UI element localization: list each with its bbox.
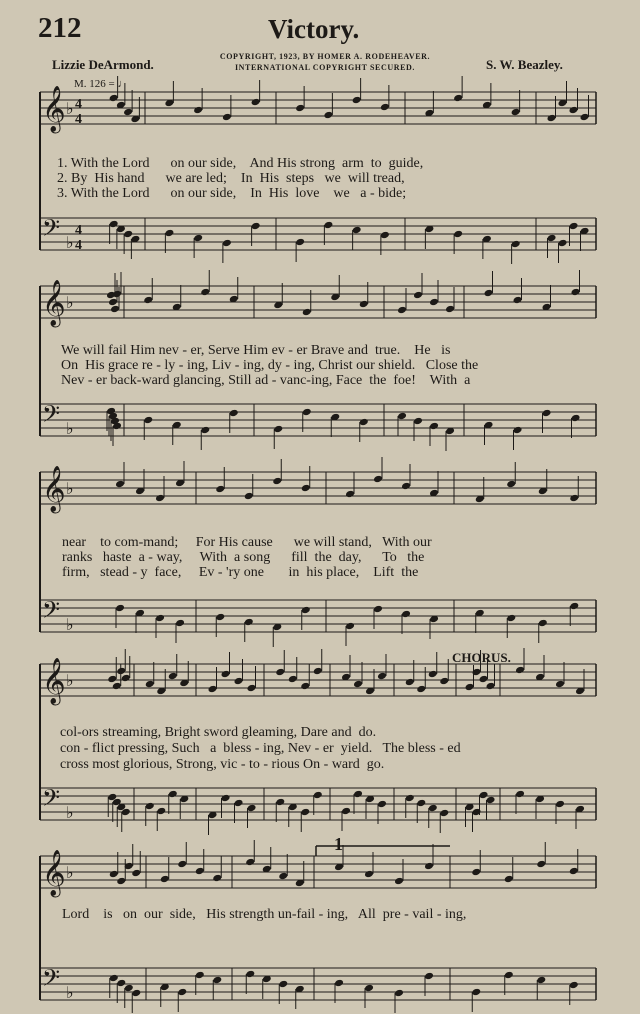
note-head bbox=[445, 305, 455, 314]
note-head bbox=[301, 606, 311, 615]
key-signature-flat-icon: ♭ bbox=[66, 671, 74, 690]
note-head bbox=[212, 976, 222, 985]
note-head bbox=[116, 667, 126, 676]
lyric-line: col-ors streaming, Bright sword gleaming, Dare and do. bbox=[60, 725, 377, 740]
note-head bbox=[429, 422, 439, 431]
note-head bbox=[302, 308, 312, 317]
note-head bbox=[222, 239, 232, 248]
note-head bbox=[571, 288, 581, 297]
note-head bbox=[222, 113, 232, 122]
note-head bbox=[116, 877, 126, 886]
note-head bbox=[453, 230, 463, 239]
note-head bbox=[536, 976, 546, 985]
note-head bbox=[569, 222, 579, 231]
note-head bbox=[302, 408, 312, 417]
note-head bbox=[109, 220, 119, 229]
note-head bbox=[471, 988, 481, 997]
note-head bbox=[301, 484, 311, 493]
key-signature-flat-icon: ♭ bbox=[66, 615, 74, 634]
note-head bbox=[123, 108, 133, 117]
note-head bbox=[397, 412, 407, 421]
lyric-line: Lord is on our side, His strength un-fail - ing, All pre - vail - ing, bbox=[62, 907, 467, 922]
bass-clef-icon: 𝄢 bbox=[42, 964, 61, 997]
treble-clef-icon: 𝄞 bbox=[42, 466, 66, 512]
note-head bbox=[247, 684, 257, 693]
note-head bbox=[123, 230, 133, 239]
note-head bbox=[300, 682, 310, 691]
note-head bbox=[155, 614, 165, 623]
note-head bbox=[124, 984, 134, 993]
treble-clef-icon: 𝄞 bbox=[42, 280, 66, 326]
bass-clef-icon: 𝄢 bbox=[42, 784, 61, 817]
note-head bbox=[364, 984, 374, 993]
note-head bbox=[195, 971, 205, 980]
note-head bbox=[424, 972, 434, 981]
note-head bbox=[295, 238, 305, 247]
key-signature-flat-icon: ♭ bbox=[66, 99, 74, 118]
note-head bbox=[413, 291, 423, 300]
note-head bbox=[107, 675, 117, 684]
note-head bbox=[439, 809, 449, 818]
treble-clef-icon: 𝄞 bbox=[42, 658, 66, 704]
note-head bbox=[295, 104, 305, 113]
note-head bbox=[251, 222, 261, 231]
note-head bbox=[247, 804, 257, 813]
note-head bbox=[373, 605, 383, 614]
note-head bbox=[511, 240, 521, 249]
lyric-line: Nev - er back-ward glancing, Still ad - vanc-ing, Face the foe! With a bbox=[61, 373, 471, 388]
note-head bbox=[164, 229, 174, 238]
note-head bbox=[221, 670, 231, 679]
note-head bbox=[143, 296, 153, 305]
note-head bbox=[110, 305, 120, 314]
hymn-number: 212 bbox=[38, 12, 82, 44]
note-head bbox=[484, 289, 494, 298]
note-head bbox=[569, 867, 579, 876]
note-head bbox=[515, 790, 525, 799]
note-head bbox=[115, 480, 125, 489]
note-head bbox=[542, 409, 552, 418]
note-head bbox=[439, 677, 449, 686]
note-head bbox=[569, 981, 579, 990]
note-head bbox=[506, 480, 516, 489]
lyric-line: con - flict pressing, Such a bless - ing, Nev - er yield. The bless - ed bbox=[60, 741, 461, 756]
note-head bbox=[155, 494, 165, 503]
note-head bbox=[479, 675, 489, 684]
note-head bbox=[168, 790, 178, 799]
note-head bbox=[313, 667, 323, 676]
note-head bbox=[394, 877, 404, 886]
note-head bbox=[471, 868, 481, 877]
copyright-notice: INTERNATIONAL COPYRIGHT SECURED. bbox=[234, 63, 416, 72]
key-signature-flat-icon: ♭ bbox=[66, 983, 74, 1002]
lyric-line: 3. With the Lord on our side, In His love we a - bide; bbox=[57, 186, 407, 201]
note-head bbox=[131, 989, 141, 998]
note-head bbox=[244, 618, 254, 627]
note-head bbox=[547, 234, 557, 243]
note-head bbox=[571, 414, 581, 423]
note-head bbox=[352, 96, 362, 105]
note-head bbox=[229, 409, 239, 418]
note-head bbox=[177, 860, 187, 869]
note-head bbox=[160, 875, 170, 884]
note-head bbox=[504, 875, 514, 884]
note-head bbox=[345, 622, 355, 631]
note-head bbox=[558, 239, 568, 248]
treble-clef-icon: 𝄞 bbox=[42, 850, 66, 896]
note-head bbox=[115, 604, 125, 613]
note-head bbox=[112, 682, 122, 691]
note-head bbox=[215, 485, 225, 494]
note-head bbox=[397, 306, 407, 315]
tempo-marking: M. 126 = ♩ bbox=[74, 78, 129, 90]
note-head bbox=[193, 106, 203, 115]
note-head bbox=[234, 799, 244, 808]
note-head bbox=[323, 221, 333, 230]
note-head bbox=[200, 426, 210, 435]
chorus-label: CHORUS. bbox=[452, 650, 511, 665]
note-head bbox=[401, 482, 411, 491]
note-head bbox=[156, 807, 166, 816]
note-head bbox=[244, 492, 254, 501]
note-head bbox=[245, 970, 255, 979]
lyric-line: We will fail Him nev - er, Serve Him ev - er Brave and true. He is bbox=[61, 343, 451, 358]
lyricist-credit: Lizzie DeArmond. bbox=[52, 57, 154, 72]
note-head bbox=[424, 862, 434, 871]
note-head bbox=[359, 418, 369, 427]
note-head bbox=[108, 298, 118, 307]
note-head bbox=[405, 678, 415, 687]
note-head bbox=[345, 490, 355, 499]
note-head bbox=[109, 870, 119, 879]
lyric-line: near to com-mand; For His cause we will stand, With our bbox=[62, 535, 432, 550]
note-head bbox=[177, 988, 187, 997]
note-head bbox=[195, 867, 205, 876]
note-head bbox=[313, 791, 323, 800]
note-head bbox=[377, 672, 387, 681]
note-head bbox=[416, 799, 426, 808]
note-head bbox=[168, 672, 178, 681]
note-head bbox=[394, 989, 404, 998]
note-head bbox=[377, 800, 387, 809]
note-head bbox=[275, 668, 285, 677]
note-head bbox=[513, 426, 523, 435]
note-head bbox=[506, 614, 516, 623]
time-signature-top: 4 bbox=[75, 223, 82, 238]
time-signature-bottom: 4 bbox=[75, 112, 82, 127]
lyric-line: ranks haste a - way, With a song fill the day, To the bbox=[62, 550, 425, 565]
note-head bbox=[341, 807, 351, 816]
note-head bbox=[278, 872, 288, 881]
first-ending-number: 1 bbox=[334, 834, 343, 854]
note-head bbox=[380, 231, 390, 240]
note-head bbox=[251, 98, 261, 107]
note-head bbox=[555, 680, 565, 689]
note-head bbox=[121, 674, 131, 683]
note-head bbox=[109, 974, 119, 983]
hymn-title: Victory. bbox=[268, 14, 360, 44]
note-head bbox=[569, 602, 579, 611]
note-head bbox=[580, 113, 590, 122]
note-head bbox=[401, 610, 411, 619]
note-head bbox=[429, 298, 439, 307]
note-head bbox=[416, 685, 426, 694]
note-head bbox=[145, 802, 155, 811]
bass-clef-icon: 𝄢 bbox=[42, 214, 61, 247]
lyric-line: On His grace re - ly - ing, Liv - ing, dy - ing, Christ our shield. Close the bbox=[61, 358, 479, 373]
note-head bbox=[364, 870, 374, 879]
note-head bbox=[453, 94, 463, 103]
note-head bbox=[428, 670, 438, 679]
note-head bbox=[245, 858, 255, 867]
note-head bbox=[143, 416, 153, 425]
note-head bbox=[465, 683, 475, 692]
note-head bbox=[428, 804, 438, 813]
note-head bbox=[116, 979, 126, 988]
note-head bbox=[359, 300, 369, 309]
lyric-line: firm, stead - y face, Ev - 'ry one in his place, Lift the bbox=[62, 565, 419, 580]
note-head bbox=[405, 794, 415, 803]
time-signature-top: 4 bbox=[75, 97, 82, 112]
lyric-line: cross most glorious, Strong, vic - to - rious On - ward go. bbox=[60, 757, 385, 772]
note-head bbox=[511, 108, 521, 117]
note-head bbox=[380, 103, 390, 112]
note-head bbox=[373, 475, 383, 484]
note-head bbox=[275, 798, 285, 807]
note-head bbox=[131, 869, 141, 878]
bass-clef-icon: 𝄢 bbox=[42, 596, 61, 629]
note-head bbox=[569, 106, 579, 115]
note-head bbox=[234, 677, 244, 686]
note-head bbox=[193, 234, 203, 243]
note-head bbox=[212, 874, 222, 883]
note-head bbox=[323, 111, 333, 120]
note-head bbox=[486, 682, 496, 691]
note-head bbox=[272, 477, 282, 486]
note-head bbox=[353, 790, 363, 799]
key-signature-flat-icon: ♭ bbox=[66, 233, 74, 252]
note-head bbox=[569, 494, 579, 503]
note-head bbox=[145, 680, 155, 689]
note-head bbox=[479, 791, 489, 800]
bass-clef-icon: 𝄢 bbox=[42, 400, 61, 433]
key-signature-flat-icon: ♭ bbox=[66, 419, 74, 438]
note-head bbox=[513, 296, 523, 305]
note-head bbox=[413, 417, 423, 426]
note-head bbox=[536, 860, 546, 869]
time-signature-bottom: 4 bbox=[75, 238, 82, 253]
note-head bbox=[175, 619, 185, 628]
note-head bbox=[300, 808, 310, 817]
note-head bbox=[352, 226, 362, 235]
note-head bbox=[273, 425, 283, 434]
key-signature-flat-icon: ♭ bbox=[66, 293, 74, 312]
key-signature-flat-icon: ♭ bbox=[66, 479, 74, 498]
lyric-line: 1. With the Lord on our side, And His strong arm to guide, bbox=[57, 156, 424, 171]
note-head bbox=[555, 800, 565, 809]
note-head bbox=[208, 685, 218, 694]
treble-clef-icon: 𝄞 bbox=[42, 86, 66, 132]
note-head bbox=[278, 980, 288, 989]
note-head bbox=[353, 680, 363, 689]
note-head bbox=[200, 288, 210, 297]
key-signature-flat-icon: ♭ bbox=[66, 863, 74, 882]
note-head bbox=[538, 619, 548, 628]
lyric-line: 2. By His hand we are led; In His steps we will tread, bbox=[57, 171, 405, 186]
note-head bbox=[547, 114, 557, 123]
note-head bbox=[109, 94, 119, 103]
key-signature-flat-icon: ♭ bbox=[66, 803, 74, 822]
note-head bbox=[515, 666, 525, 675]
copyright-line: COPYRIGHT, 1923, BY HOMER A. RODEHEAVER. bbox=[219, 52, 431, 61]
note-head bbox=[334, 979, 344, 988]
note-head bbox=[221, 794, 231, 803]
composer-credit: S. W. Beazley. bbox=[486, 57, 563, 72]
note-head bbox=[504, 971, 514, 980]
note-head bbox=[486, 796, 496, 805]
note-head bbox=[288, 675, 298, 684]
note-head bbox=[215, 613, 225, 622]
